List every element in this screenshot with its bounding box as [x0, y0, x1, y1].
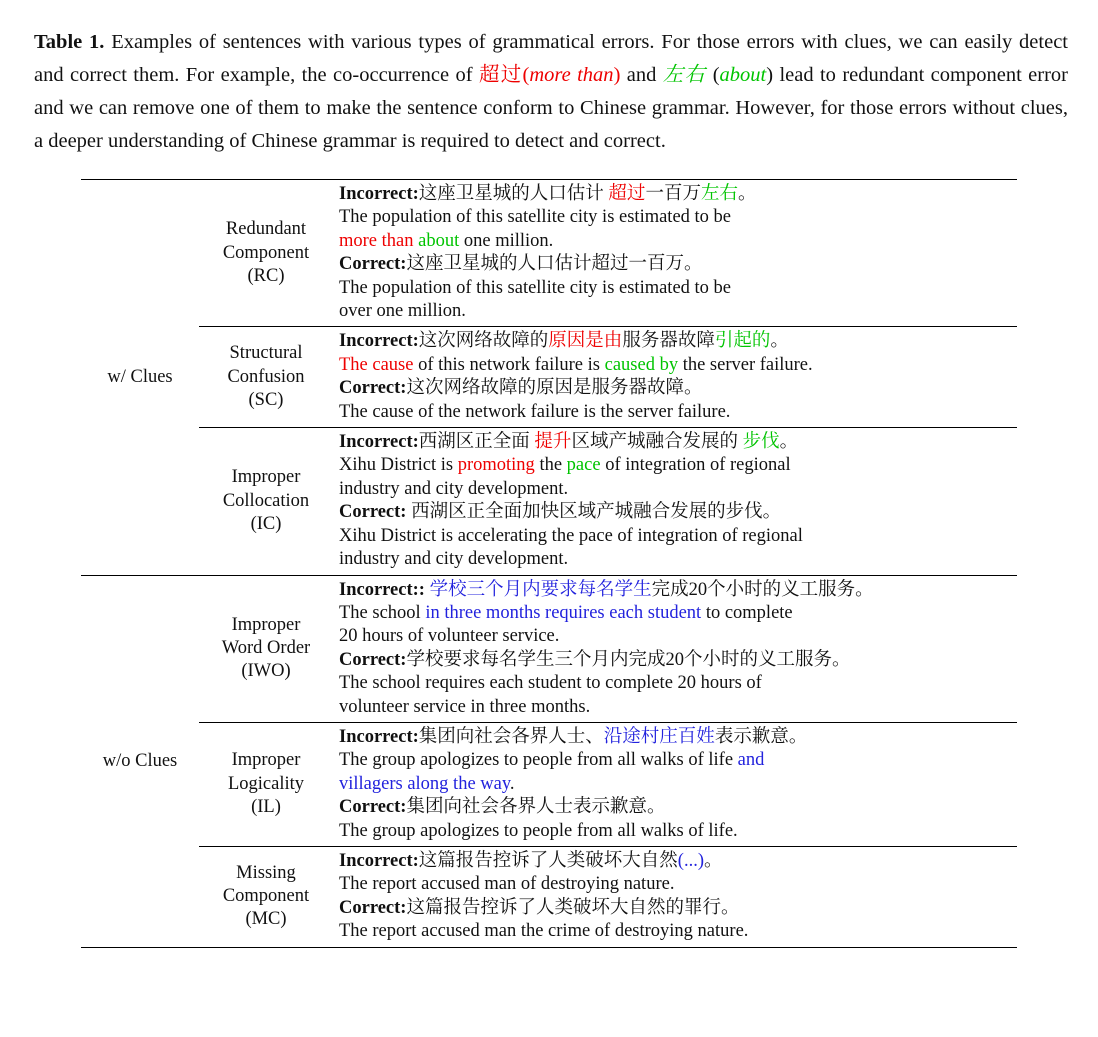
text-line: 20 hours of volunteer service.	[339, 626, 560, 647]
error-type-label: Missing	[236, 862, 296, 883]
table-caption: Table 1. Examples of sentences with various types of grammatical errors. For those errors with clues, we can easily detect and correct them. For example, the co-occurrence of 超过(more than) and 左右 (about) lead to redundant component error and we can remove one of them to make the sentence conform to Chinese grammar. However, for those errors without clues, a deeper understanding of Chinese grammar is required to detect and correct.	[34, 31, 1068, 152]
error-type-cell-mc	[199, 850, 333, 944]
text-line: Correct:这篇报告控诉了人类破坏大自然的罪行。	[339, 897, 740, 918]
example-cell-mc	[333, 850, 1017, 944]
error-type-label: Word Order	[221, 638, 311, 659]
example-cell-sc	[333, 330, 1017, 424]
error-type-cell-ic	[199, 431, 333, 571]
table-row-il	[199, 723, 1017, 846]
error-type-label: (IL)	[251, 797, 281, 818]
error-type-label: Confusion	[227, 366, 305, 387]
group-rows-with-clues	[199, 180, 1017, 575]
text-line: more than about one million.	[339, 230, 554, 251]
text-line: The population of this satellite city is estimated to be	[339, 277, 732, 298]
text-line: Correct: 西湖区正全面加快区域产城融合发展的步伐。	[339, 502, 782, 523]
error-type-label: (IC)	[250, 513, 282, 534]
group-label-with-clues: w/ Clues	[107, 366, 173, 387]
text-line: Correct:这座卫星城的人口估计超过一百万。	[339, 254, 703, 275]
text-line: villagers along the way.	[339, 773, 515, 794]
text-line: The school in three months requires each student to complete	[339, 602, 793, 623]
text-line: industry and city development.	[339, 478, 569, 499]
error-type-label: Component	[222, 886, 310, 907]
error-type-label: (RC)	[247, 265, 285, 286]
text-line: The group apologizes to people from all walks of life.	[339, 820, 738, 841]
text-line: Incorrect:这次网络故障的原因是由服务器故障引起的。	[339, 331, 789, 352]
error-type-label: (IWO)	[241, 661, 291, 682]
text-line: Correct:集团向社会各界人士表示歉意。	[339, 797, 666, 818]
error-type-label: Component	[222, 242, 310, 263]
table-row-rc	[199, 180, 1017, 326]
text-line: The population of this satellite city is estimated to be	[339, 207, 732, 228]
error-type-label: (MC)	[245, 909, 287, 930]
table-row-mc	[199, 847, 1017, 947]
text-line: Incorrect:西湖区正全面 提升区域产城融合发展的 步伐。	[339, 432, 799, 453]
error-type-label: Improper	[231, 467, 301, 488]
text-line: The report accused man the crime of destroying nature.	[339, 921, 749, 942]
error-type-cell-iwo	[199, 579, 333, 719]
text-line: The report accused man of destroying nature.	[339, 874, 675, 895]
table-1	[81, 179, 1017, 948]
error-type-label: Improper	[231, 614, 301, 635]
example-cell-rc	[333, 183, 1017, 323]
table-row-ic	[199, 428, 1017, 574]
example-cell-il	[333, 726, 1017, 843]
error-type-label: Collocation	[222, 490, 310, 511]
text-line: The school requires each student to complete 20 hours of	[339, 673, 762, 694]
error-type-label: Improper	[231, 750, 301, 771]
text-line: volunteer service in three months.	[339, 696, 591, 717]
text-line: Incorrect:这座卫星城的人口估计 超过一百万左右。	[339, 184, 757, 204]
example-cell-iwo	[333, 579, 1017, 719]
group-without-clues	[81, 576, 1017, 947]
text-line: Correct:这次网络故障的原因是服务器故障。	[339, 378, 703, 399]
text-line: The cause of the network failure is the server failure.	[339, 401, 731, 422]
text-line: Xihu District is accelerating the pace of integration of regional	[339, 525, 803, 546]
text-line: Correct:学校要求每名学生三个月内完成20个小时的义工服务。	[339, 649, 851, 670]
table-row-iwo	[199, 576, 1017, 722]
text-line: The group apologizes to people from all walks of life and	[339, 750, 765, 771]
error-type-label: Structural	[229, 343, 303, 364]
text-line: industry and city development.	[339, 549, 569, 570]
table-bottom-rule	[81, 947, 1017, 948]
error-type-cell-rc	[199, 183, 333, 323]
example-cell-ic	[333, 431, 1017, 571]
text-line: The cause of this network failure is caused by the server failure.	[339, 354, 813, 375]
error-type-label: Logicality	[227, 773, 305, 794]
group-label-without-clues: w/o Clues	[102, 750, 178, 771]
group-with-clues	[81, 180, 1017, 575]
text-line: Incorrect:集团向社会各界人士、沿途村庄百姓表示歉意。	[339, 726, 808, 747]
error-type-cell-il	[199, 726, 333, 843]
text-line: Incorrect:这篇报告控诉了人类破坏大自然(...)。	[339, 850, 723, 871]
group-rows-without-clues	[199, 576, 1017, 947]
table-row-sc	[199, 327, 1017, 427]
text-line: Incorrect:: 学校三个月内要求每名学生完成20个小时的义工服务。	[339, 579, 874, 600]
text-line: Xihu District is promoting the pace of integration of regional	[339, 455, 791, 476]
text-line: over one million.	[339, 301, 466, 322]
error-type-cell-sc	[199, 330, 333, 424]
error-type-label: (SC)	[248, 389, 284, 410]
error-type-label: Redundant	[225, 219, 307, 240]
